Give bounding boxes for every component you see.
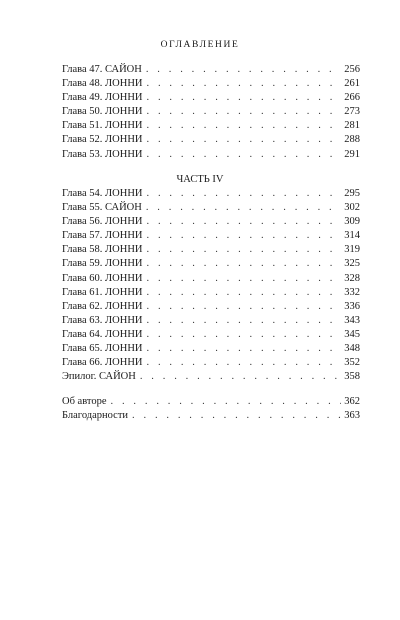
toc-leader-dots [147,77,342,91]
toc-entry-title: Благодарности [62,410,129,422]
toc-entry[interactable] [62,63,360,77]
toc-entry-title: Глава 64. ЛОННИ [62,328,143,340]
toc-entry-title: Глава 51. ЛОННИ [62,120,143,132]
toc-entry[interactable] [62,314,360,328]
toc-entry[interactable] [62,409,360,423]
toc-entry[interactable] [62,148,360,162]
toc-entry-title: Глава 61. ЛОННИ [62,286,143,298]
toc-entry-page: 288 [344,134,360,146]
part-title: ЧАСТЬ IV [176,174,224,185]
toc-leader-dots [147,328,342,342]
toc-entry-title: Глава 63. ЛОННИ [62,314,143,326]
toc-entry-page: 281 [344,120,360,132]
toc-leader-dots [140,370,341,384]
toc-entry[interactable] [62,328,360,342]
toc-leader-dots [147,286,342,300]
toc-entry-title: Глава 49. ЛОННИ [62,92,143,104]
toc-entry[interactable] [62,370,360,384]
toc-entry[interactable] [62,119,360,133]
toc-entry-title: Эпилог. САЙОН [62,371,136,383]
toc-leader-dots [147,257,342,271]
toc-leader-dots [147,215,342,229]
toc-entry-title: Глава 53. ЛОННИ [62,148,143,160]
toc-entry-title: Глава 54. ЛОННИ [62,188,143,199]
toc-entry-title: Глава 59. ЛОННИ [62,258,143,270]
toc-entry[interactable] [62,77,360,91]
toc-entry[interactable] [62,300,360,314]
toc-entry-page: 348 [344,343,360,355]
toc-leader-dots [147,105,342,119]
toc-leader-dots [147,133,342,147]
toc-entry[interactable] [62,356,360,370]
toc-entry-page: 261 [344,78,360,90]
toc-entry-page: 352 [344,357,360,369]
toc-leader-dots [147,272,342,286]
toc-entry-page: 328 [344,272,360,284]
toc-entry-page: 362 [344,396,360,407]
toc-entry-title: Глава 66. ЛОННИ [62,357,143,369]
toc-entry-page: 343 [344,314,360,326]
toc-entry-title: Глава 58. ЛОННИ [62,244,143,256]
toc-entry[interactable] [62,201,360,215]
toc-entry-page: 345 [344,328,360,340]
toc-leader-dots [147,243,342,257]
toc-entry-title: Глава 52. ЛОННИ [62,134,143,146]
toc-entry-page: 336 [344,300,360,312]
toc-leader-dots [147,314,342,328]
toc-leader-dots [146,63,341,77]
toc-entry-title: Об авторе [62,396,107,407]
toc-entry[interactable] [62,105,360,119]
toc-entry-page: 309 [344,216,360,228]
toc-entry-page: 363 [344,410,360,422]
toc-entry-page: 273 [344,106,360,118]
toc-entry-title: Глава 56. ЛОННИ [62,216,143,228]
toc-entry[interactable] [62,286,360,300]
toc-entry-page: 319 [344,244,360,256]
toc-entry-title: Глава 62. ЛОННИ [62,300,143,312]
toc-entry-title: Глава 65. ЛОННИ [62,343,143,355]
toc-entry-title: Глава 47. САЙОН [62,64,142,75]
toc-entry[interactable] [62,187,360,201]
toc-entry-page: 325 [344,258,360,270]
toc-entry-page: 332 [344,286,360,298]
toc-entry[interactable] [62,342,360,356]
toc-entry[interactable] [62,215,360,229]
toc-entry-title: Глава 60. ЛОННИ [62,272,143,284]
toc-entry[interactable] [62,257,360,271]
toc-entry-page: 295 [344,188,360,199]
toc-leader-dots [147,300,342,314]
toc-entry[interactable] [62,243,360,257]
toc-section-chapters [62,63,360,162]
toc-section-back-matter [62,395,360,423]
toc-leader-dots [147,229,342,243]
toc-entry-title: Глава 57. ЛОННИ [62,230,143,242]
toc-section-part-4 [62,187,360,384]
toc-leader-dots [147,119,342,133]
toc-entry-page: 291 [344,148,360,160]
toc-leader-dots [132,409,341,423]
toc-entry[interactable] [62,229,360,243]
toc-entry[interactable] [62,395,360,409]
toc-entry-page: 314 [344,230,360,242]
toc-heading: ОГЛАВЛЕНИЕ [160,40,240,50]
toc-leader-dots [147,91,342,105]
toc-leader-dots [147,356,342,370]
toc-leader-dots [111,395,342,409]
toc-leader-dots [147,187,342,201]
toc-entry[interactable] [62,272,360,286]
toc-entry-page: 256 [344,64,360,75]
toc-entry[interactable] [62,91,360,105]
toc-leader-dots [147,148,342,162]
toc-entry-page: 302 [344,202,360,214]
toc-entry-page: 358 [344,371,360,383]
toc-entry[interactable] [62,133,360,147]
toc-entry-title: Глава 48. ЛОННИ [62,78,143,90]
toc-leader-dots [147,342,342,356]
toc-entry-page: 266 [344,92,360,104]
toc-entry-title: Глава 55. САЙОН [62,202,142,214]
toc-leader-dots [146,201,341,215]
toc-entry-title: Глава 50. ЛОННИ [62,106,143,118]
